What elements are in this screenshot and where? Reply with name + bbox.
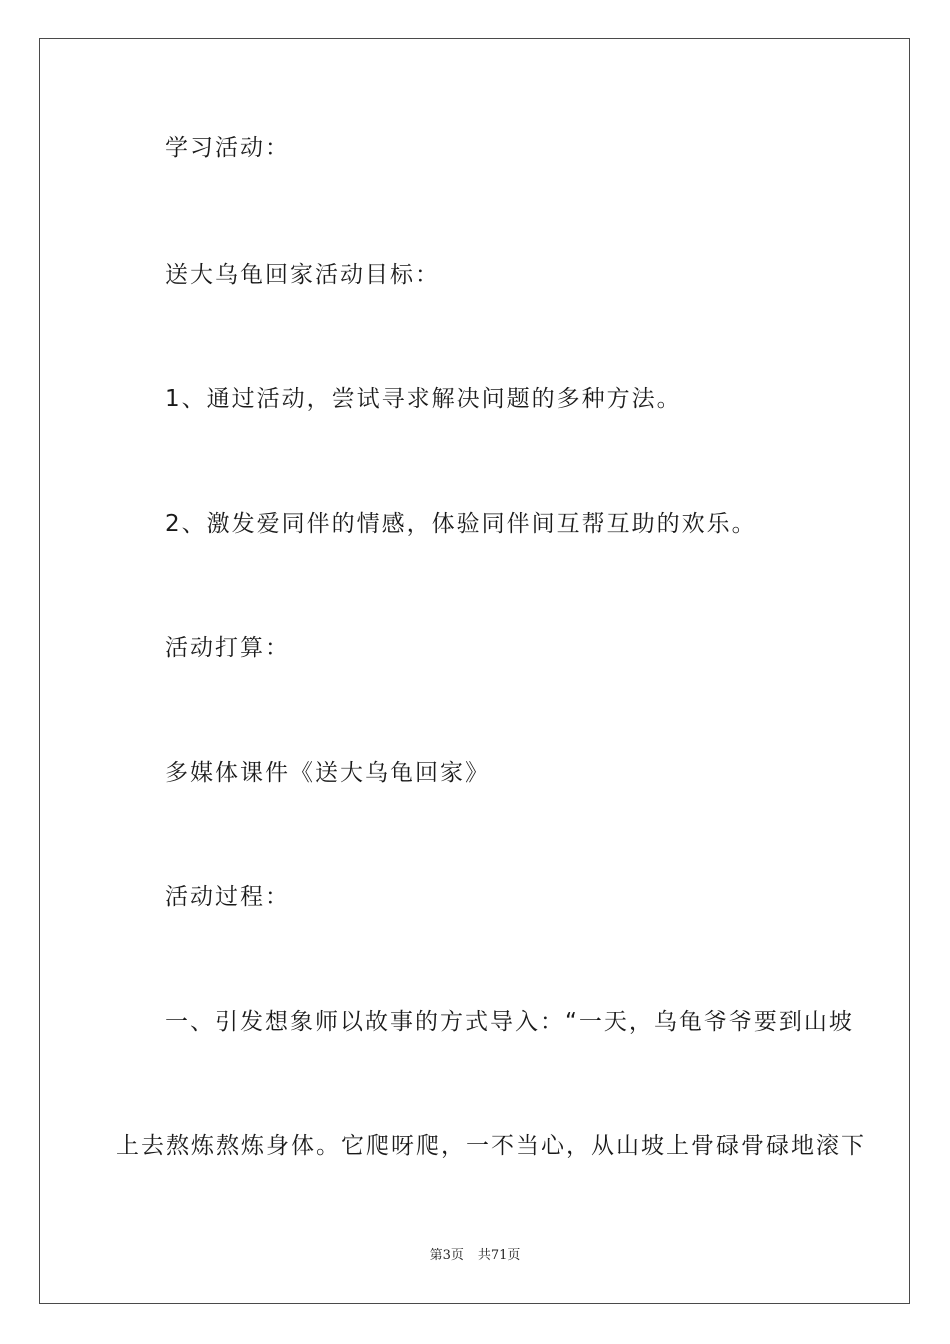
page-frame — [39, 38, 910, 1304]
paragraph-activity-process-heading: 活动过程： — [165, 884, 290, 910]
page-number-total: 共71页 — [477, 1248, 521, 1263]
paragraph-multimedia: 多媒体课件《送大乌龟回家》 — [165, 760, 490, 786]
page-footer — [0, 1249, 950, 1262]
paragraph-process-line-2: 上去熬炼熬炼身体。它爬呀爬，一不当心，从山坡上骨碌骨碌地滚下 — [116, 1133, 866, 1159]
paragraph-process-line-1: 一、引发想象师以故事的方式导入：“一天，乌龟爷爷要到山坡 — [165, 1009, 854, 1035]
paragraph-activity-goal-heading: 送大乌龟回家活动目标： — [165, 262, 440, 288]
paragraph-study-activity: 学习活动： — [165, 135, 290, 161]
page-number-current: 第3页 — [429, 1248, 464, 1263]
paragraph-activity-plan-heading: 活动打算： — [165, 635, 290, 661]
paragraph-goal-1: 1、通过活动，尝试寻求解决问题的多种方法。 — [165, 386, 682, 412]
paragraph-goal-2: 2、激发爱同伴的情感，体验同伴间互帮互助的欢乐。 — [165, 511, 757, 537]
